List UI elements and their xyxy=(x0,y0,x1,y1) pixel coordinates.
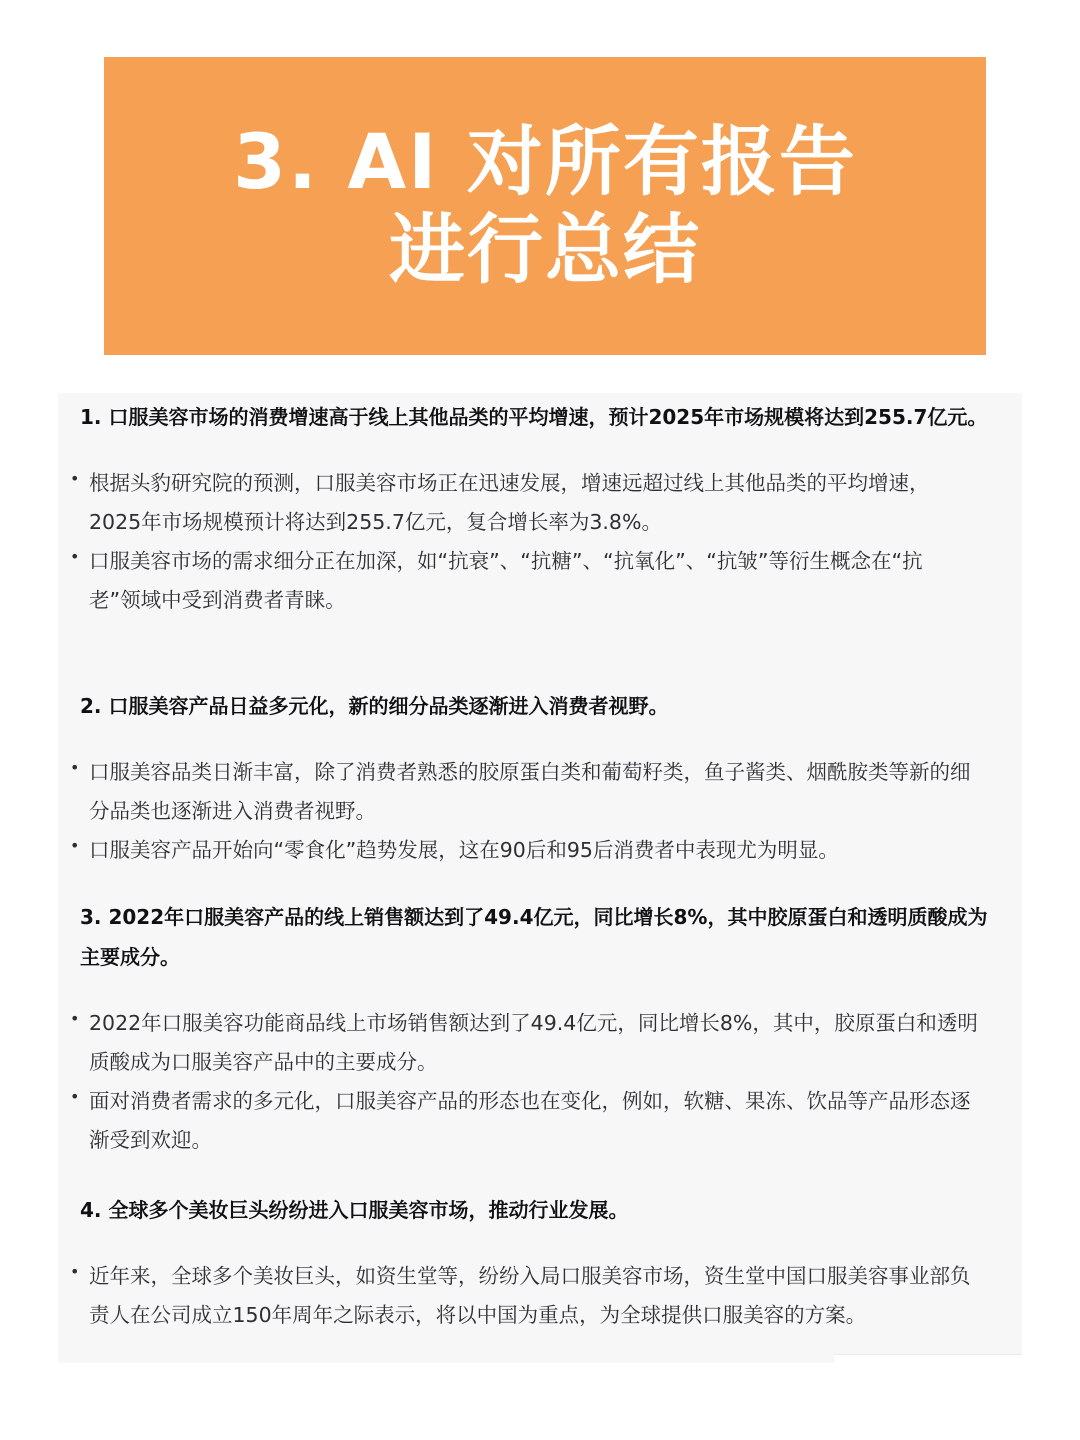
list-item xyxy=(70,542,969,620)
list-item-text: 2022年口服美容功能商品线上市场销售额达到了49.4亿元，同比增长8%，其中，胶原蛋白和透明质酸成为口服美容产品中的主要成分。 xyxy=(89,1011,978,1074)
list-item xyxy=(70,464,969,542)
section-heading: 1. 口服美容市场的消费增速高于线上其他品类的平均增速，预计2025年市场规模将达到255.7亿元。 xyxy=(80,405,988,429)
list-item-text: 口服美容产品开始向“零食化”趋势发展，这在90后和95后消费者中表现尤为明显。 xyxy=(89,838,839,862)
summary-section-1 xyxy=(70,397,1000,620)
list-item xyxy=(70,1257,989,1335)
list-item-text: 近年来，全球多个美妆巨头，如资生堂等，纷纷入局口服美容市场，资生堂中国口服美容事业部负责人在公司成立150年周年之际表示，将以中国为重点，为全球提供口服美容的方案。 xyxy=(89,1264,971,1327)
bullet-list xyxy=(70,753,1000,870)
list-item-text: 口服美容品类日渐丰富，除了消费者熟悉的胶原蛋白类和葡萄籽类，鱼子酱类、烟酰胺类等新的细分品类也逐渐进入消费者视野。 xyxy=(89,760,971,823)
bullet-icon: • xyxy=(70,836,80,855)
list-item xyxy=(70,1004,979,1082)
bullet-icon: • xyxy=(70,1009,80,1028)
banner-title-line-2: 进行总结 xyxy=(389,205,701,294)
list-item-text: 口服美容市场的需求细分正在加深，如“抗衰”、“抗糖”、“抗氧化”、“抗皱”等衍生概念在“抗老”领域中受到消费者青睐。 xyxy=(89,549,923,612)
summary-panel xyxy=(58,393,1022,1363)
section-heading: 4. 全球多个美妆巨头纷纷进入口服美容市场，推动行业发展。 xyxy=(80,1198,629,1222)
banner-title-line-1: 3. AI 对所有报告 xyxy=(233,117,857,206)
bullet-icon: • xyxy=(70,758,80,777)
summary-section-4 xyxy=(70,1190,1000,1335)
list-item xyxy=(70,831,989,870)
summary-section-2 xyxy=(70,686,1000,870)
title-banner xyxy=(104,57,986,355)
bullet-icon: • xyxy=(70,1262,80,1281)
list-item-text: 根据头豹研究院的预测，口服美容市场正在迅速发展，增速远超过线上其他品类的平均增速，2025年市场规模预计将达到255.7亿元，复合增长率为3.8%。 xyxy=(89,471,930,534)
panel-corner-divider xyxy=(834,1354,1022,1363)
bullet-list xyxy=(70,1004,1000,1160)
bullet-icon: • xyxy=(70,469,80,488)
bullet-list xyxy=(70,464,1000,620)
section-heading: 2. 口服美容产品日益多元化，新的细分品类逐渐进入消费者视野。 xyxy=(80,694,669,718)
section-heading: 3. 2022年口服美容产品的线上销售额达到了49.4亿元，同比增长8%，其中胶原蛋白和透明质酸成为主要成分。 xyxy=(80,905,988,969)
list-item xyxy=(70,753,989,831)
bullet-list xyxy=(70,1257,1000,1335)
summary-section-3 xyxy=(70,897,1000,1160)
bullet-icon: • xyxy=(70,547,80,566)
list-item-text: 面对消费者需求的多元化，口服美容产品的形态也在变化，例如，软糖、果冻、饮品等产品形态逐渐受到欢迎。 xyxy=(89,1089,971,1152)
bullet-icon: • xyxy=(70,1087,80,1106)
list-item xyxy=(70,1082,989,1160)
